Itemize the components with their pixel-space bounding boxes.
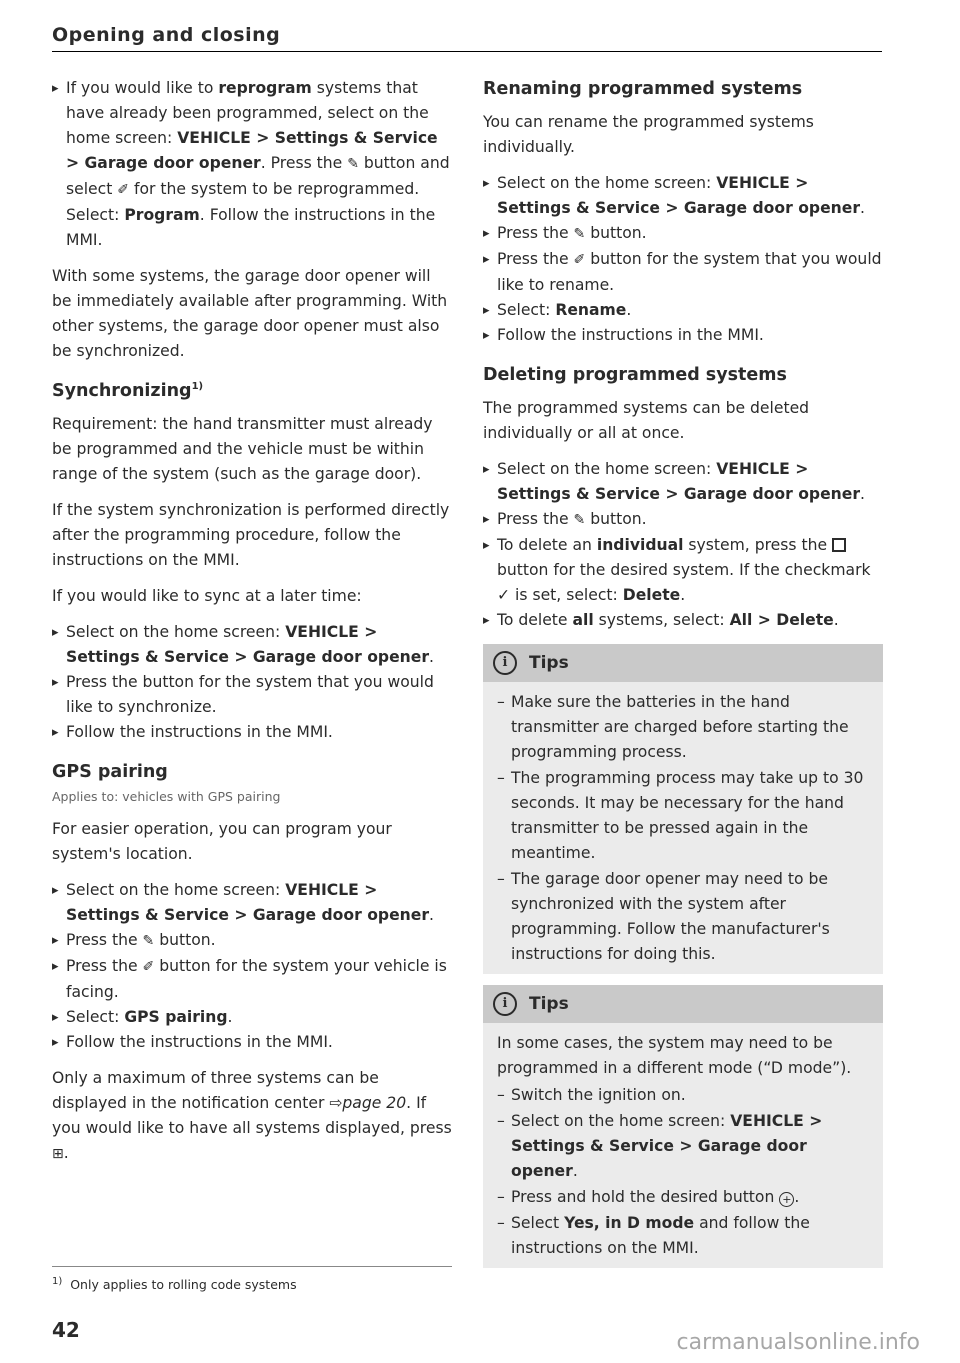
- gps-step: ▸ Press the ✐ button for the system your vehicle is facing.: [52, 954, 452, 1005]
- rename-steps: [483, 171, 883, 348]
- rename-heading: Renaming programmed systems: [483, 79, 803, 99]
- rename-step: ▸ Press the ✎ button.: [483, 221, 883, 247]
- sync-step: ▸ Follow the instructions in the MMI.: [52, 720, 452, 745]
- page-ref-link[interactable]: page 20: [342, 1094, 407, 1112]
- reprogram-step: ▸ If you would like to reprogram systems that have already been programmed, select on the home screen: VEHICLE > Settings & Service > Garage door opener. Press the ✎ button and select ✐ for the system to be reprogrammed. Select: Program. Follow the instructions in the MMI.: [52, 76, 452, 253]
- tips-list: [497, 690, 869, 967]
- edit-list-icon: ✎: [347, 156, 359, 172]
- tips-header: i Tips: [483, 985, 883, 1023]
- info-icon: i: [493, 651, 517, 675]
- tips-intro: In some cases, the system may need to be programmed in a different mode (“D mode”).: [497, 1034, 852, 1077]
- checkmark-icon: ✓: [497, 586, 511, 604]
- tip-item: – Press and hold the desired button + .: [497, 1185, 869, 1210]
- left-column: [52, 76, 452, 1178]
- delete-step: ▸ To delete an individual system, press the button for the desired system. If the checkmark ✓ is set, select: Delete.: [483, 533, 883, 608]
- delete-step: ▸ To delete all systems, select: All > Delete.: [483, 608, 883, 633]
- sync-note-paragraph: With some systems, the garage door opener will be immediately available after programming. With other systems, the garage door opener must also be synchronized.: [52, 267, 448, 360]
- info-icon: i: [493, 992, 517, 1016]
- header-rule: [52, 51, 882, 52]
- plus-circle-icon: +: [779, 1192, 794, 1207]
- edit-list-icon: ✎: [142, 933, 155, 949]
- rename-step: ▸ Press the ✐ button for the system that you would like to rename.: [483, 247, 883, 298]
- menu-path: VEHICLE > Settings & Service > Garage door opener: [66, 129, 438, 172]
- delete-step: ▸ Press the ✎ button.: [483, 507, 883, 533]
- tip-item: – The garage door opener may need to be synchronized with the system after programming. Follow the manufacturer's instructions for doing this.: [497, 867, 869, 967]
- sync-paragraph-2: If the system synchronization is performed directly after the programming procedure, follow the instructions on the MMI.: [52, 501, 450, 569]
- page-header-title: Opening and closing: [52, 24, 281, 46]
- footnote: $^{1)}$ Only applies to rolling code systems: [52, 1275, 297, 1292]
- sync-step: ▸ Press the button for the system that you would like to synchronize.: [52, 670, 452, 720]
- rename-step: ▸ Select on the home screen: VEHICLE > Settings & Service > Garage door opener.: [483, 171, 883, 221]
- gps-step: ▸ Select: GPS pairing.: [52, 1005, 452, 1030]
- page-number: 42: [52, 1318, 80, 1342]
- page-ref-arrow: ⇨: [329, 1094, 343, 1112]
- gps-step: ▸ Select on the home screen: VEHICLE > Settings & Service > Garage door opener.: [52, 878, 452, 928]
- tips-box: [483, 644, 883, 974]
- delete-steps: [483, 457, 883, 633]
- footnote-ref: 1): [191, 381, 204, 393]
- delete-paragraph: The programmed systems can be deleted individually or all at once.: [483, 399, 810, 442]
- gps-applies-to: Applies to: vehicles with GPS pairing: [52, 789, 281, 804]
- reprogram-steps: [52, 76, 452, 253]
- gps-steps: [52, 878, 452, 1055]
- delete-step: ▸ Select on the home screen: VEHICLE > Settings & Service > Garage door opener.: [483, 457, 883, 507]
- tips-box-d-mode: [483, 985, 883, 1268]
- tip-item: – Select Yes, in D mode and follow the instructions on the MMI.: [497, 1211, 869, 1261]
- delete-heading: Deleting programmed systems: [483, 365, 787, 385]
- tips-header: i Tips: [483, 644, 883, 682]
- tips-body: [483, 682, 883, 974]
- grid-view-icon: ⊞: [52, 1146, 64, 1162]
- right-column: [483, 76, 883, 1279]
- tip-item: – Select on the home screen: VEHICLE > Settings & Service > Garage door opener.: [497, 1109, 869, 1184]
- rename-paragraph: You can rename the programmed systems individually.: [483, 113, 814, 156]
- tip-item: – The programming process may take up to 30 seconds. It may be necessary for the hand transmitter to be pressed again in the meantime.: [497, 766, 869, 866]
- gps-heading: GPS pairing: [52, 762, 168, 782]
- sync-paragraph-3: If you would like to sync at a later time:: [52, 587, 362, 605]
- pencil-icon: ✐: [142, 959, 155, 975]
- pencil-icon: ✐: [117, 182, 130, 198]
- edit-list-icon: ✎: [573, 226, 586, 242]
- tip-item: – Switch the ignition on.: [497, 1083, 869, 1108]
- gps-step: ▸ Press the ✎ button.: [52, 928, 452, 954]
- sync-steps: [52, 620, 452, 745]
- rename-step: ▸ Select: Rename.: [483, 298, 883, 323]
- watermark: carmanualsonline.info: [676, 1330, 920, 1355]
- tips-list: [497, 1083, 869, 1261]
- footnote-rule: [52, 1266, 452, 1267]
- gps-paragraph: For easier operation, you can program your system's location.: [52, 820, 392, 863]
- edit-list-icon: ✎: [573, 512, 586, 528]
- sync-step: ▸ Select on the home screen: VEHICLE > Settings & Service > Garage door opener.: [52, 620, 452, 670]
- tips-body: [483, 1023, 883, 1268]
- checkbox-icon: [832, 538, 846, 552]
- notification-paragraph: Only a maximum of three systems can be displayed in the notification center ⇨page 20. If you would like to have all systems displayed, press ⊞.: [52, 1066, 452, 1167]
- sync-heading: Synchronizing$^{1)}$: [52, 381, 204, 401]
- tip-item: – Make sure the batteries in the hand transmitter are charged before starting the programming process.: [497, 690, 869, 765]
- gps-step: ▸ Follow the instructions in the MMI.: [52, 1030, 452, 1055]
- sync-requirement: Requirement: the hand transmitter must already be programmed and the vehicle must be within range of the system (such as the garage door).: [52, 415, 433, 483]
- pencil-icon: ✐: [573, 252, 586, 268]
- rename-step: ▸ Follow the instructions in the MMI.: [483, 323, 883, 348]
